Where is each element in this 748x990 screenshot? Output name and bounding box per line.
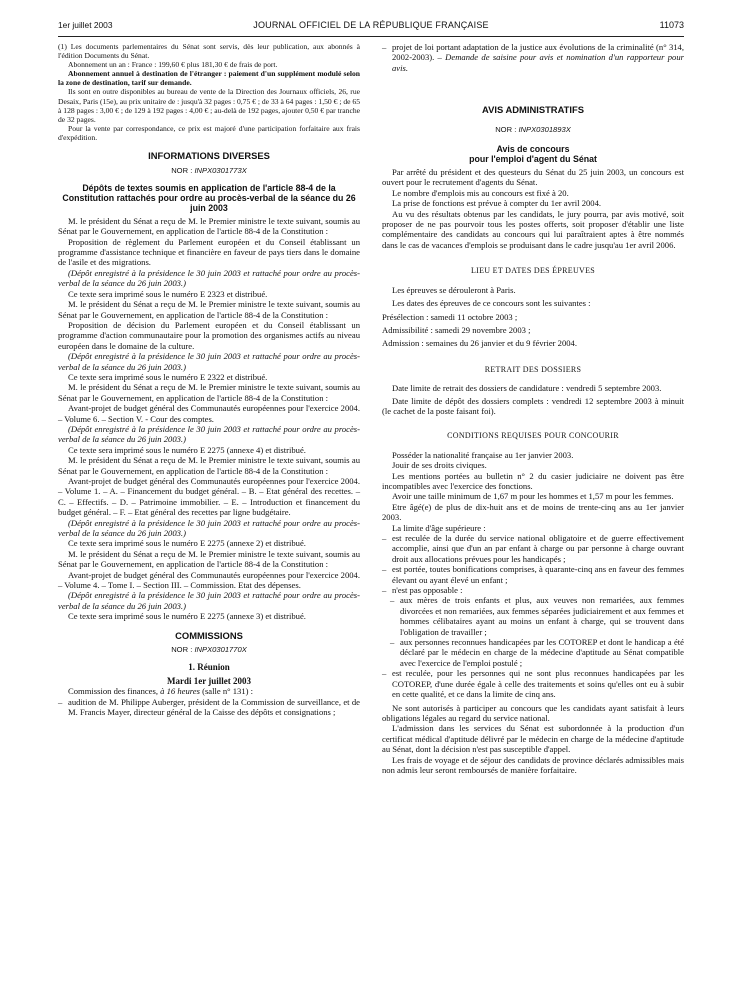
subscription-notes xyxy=(58,42,360,142)
nor-reference: NOR : INPX0301773X xyxy=(171,166,247,176)
final-para: Les frais de voyage et de séjour des candidats de province déclarés admissibles mais non admis leur seront remboursés de manière forfaitaire. xyxy=(382,754,684,775)
agenda-continued xyxy=(382,42,684,73)
commission-finances: Commission des finances, à 16 heures (salle n° 131) : xyxy=(68,686,254,697)
lieu-line: Admissibilité : samedi 29 novembre 2003 ; xyxy=(382,324,531,335)
lieu-line: Admission : semaines du 26 janvier et du 9 février 2004. xyxy=(382,338,577,349)
final-para: Ne sont autorisés à participer au concours que les candidats ayant satisfait à leurs obligations légales au regard du service national. xyxy=(382,702,684,723)
retrait-line: Date limite de retrait des dossiers de candidature : vendredi 5 septembre 2003. xyxy=(392,383,662,394)
block-text: Avant-projet de budget général des Communautés européennes pour l'exercice 2004. – Volume 1. – A. – Financement du budget général. – B. – Etat général des recettes. – C. – Effectifs. – D. – Patrimoine immobilier. – E. – Introduction et financement du budget général. – F. – Etat général des recettes par ligne budgétaire. xyxy=(58,476,360,518)
lieu-line: Les épreuves se dérouleront à Paris. xyxy=(392,284,516,295)
block-text: Avant-projet de budget général des Communautés européennes pour l'exercice 2004. – Volume 4. – Tome I. – Section III. – Commission. Etat des dépenses. xyxy=(58,569,360,591)
condition-line: Jouir de ses droits civiques. xyxy=(392,460,487,471)
block-text: Proposition de décision du Parlement européen et du Conseil établissant un programme d'action communautaire pour la promotion des organismes actifs au niveau européen dans le domaine de la culture. xyxy=(58,319,360,351)
block-intro: M. le président du Sénat a reçu de M. le Premier ministre le texte suivant, soumis au Sénat par le Gouvernement, en application de l'article 88-4 de la Constitution : xyxy=(58,299,360,320)
condition-line: La limite d'âge supérieure : xyxy=(392,522,486,533)
block-print: Ce texte sera imprimé sous le numéro E 2323 et distribué. xyxy=(68,288,268,299)
right-column xyxy=(382,42,684,775)
concours-subtitle: pour l'emploi d'agent du Sénat xyxy=(469,154,597,165)
block-print: Ce texte sera imprimé sous le numéro E 2322 et distribué. xyxy=(68,371,268,382)
note-2: Abonnement un an : France : 199,60 € plus 181,30 € de frais de port. xyxy=(68,60,278,70)
block-intro: M. le président du Sénat a reçu de M. le Premier ministre le texte suivant, soumis au Sénat par le Gouvernement, en application de l'article 88-4 de la Constitution : xyxy=(58,455,360,476)
age-item: – est portée, toutes bonifications comprises, à quarante-cinq ans en faveur des femmes élevant ou ayant élevé un enfant ; xyxy=(382,564,684,585)
issue-date: 1er juillet 2003 xyxy=(58,20,113,30)
section-title-informations: INFORMATIONS DIVERSES xyxy=(148,150,270,162)
age-sub-item: – aux mères de trois enfants et plus, aux veuves non remariées, aux femmes divorcées et non remariées, aux femmes séparées judiciairement et aux femmes et hommes célibataires ayant au moins un enfant à charge, qui se trouvent dans l'obligation de travailler ; xyxy=(382,595,684,637)
commission-agenda xyxy=(58,697,360,718)
concours-para: Le nombre d'emplois mis au concours est fixé à 20. xyxy=(392,187,569,198)
final-para: L'admission dans les services du Sénat est subordonnée à la production d'un certificat médical d'aptitude délivré par le médecin en charge de la médecine d'aptitude au Sénat, dont la décision n'est pas susceptible d'appel. xyxy=(382,723,684,755)
block-text: Proposition de règlement du Parlement européen et du Conseil établissant un programme d'assistance technique et financière en faveur de pays tiers dans le domaine de l'asile et des migrations. xyxy=(58,236,360,268)
block-print: Ce texte sera imprimé sous le numéro E 2275 (annexe 4) et distribué. xyxy=(68,444,306,455)
concours-para: Par arrêté du président et des questeurs du Sénat du 25 juin 2003, un concours est ouvert pour le recrutement d'agents du Sénat. xyxy=(382,167,684,188)
note-4: Ils sont en outre disponibles au bureau de vente de la Direction des Journaux officiels, 26, rue Desaix, Paris (15e), au prix unitaire de : jusqu'à 32 pages : 0,75 € ; de 33 à 64 pages : 1,50 € ; de 65 à 128 pages : 3,00 € ; de 129 à 192 pages : 4,00 € ; au-delà de 192 pages, ajouter 0,50 € par tranche de 32 pages. xyxy=(58,87,360,124)
age-limit-list xyxy=(382,533,684,595)
block-depot: (Dépôt enregistré à la présidence le 30 juin 2003 et rattaché pour ordre au procès-verbal de la séance du 26 juin 2003.) xyxy=(58,590,360,611)
note-3: Abonnement annuel à destination de l'étranger : paiement d'un supplément modulé selon la zone de destination, tarif sur demande. xyxy=(58,69,360,88)
section-title-commissions: COMMISSIONS xyxy=(175,629,243,641)
concours-para: Au vu des résultats obtenus par les candidats, le jury pourra, par avis motivé, soit proposer de ne pas pourvoir tous les postes offerts, soit proposer d'établir une liste complémentaire des candidats au concours qui lui paraîtraient aptes à être nommés dans le cas de vacances d'emplois se produisant dans le cadre jusqu'au 1er avril 2006. xyxy=(382,208,684,250)
concours-title: Avis de concours xyxy=(496,144,570,155)
lieu-title: LIEU ET DATES DES ÉPREUVES xyxy=(470,266,596,276)
block-depot: (Dépôt enregistré à la présidence le 30 juin 2003 et rattaché pour ordre au procès-verbal de la séance du 26 juin 2003.) xyxy=(58,517,360,539)
age-sub-list xyxy=(382,595,684,668)
nor-avis: NOR : INPX0301893X xyxy=(495,124,571,134)
section-title-avis: AVIS ADMINISTRATIFS xyxy=(482,104,584,116)
condition-line: Avoir une taille minimum de 1,67 m pour les hommes et 1,57 m pour les femmes. xyxy=(392,491,674,502)
agenda-item: – projet de loi portant adaptation de la justice aux évolutions de la criminalité (n° 314, 2002-2003). – Demande de saisine pour avis et nomination d'un rapporteur pour avis. xyxy=(382,42,684,73)
condition-line: Etre âgé(e) de plus de dix-huit ans et de moins de trente-cinq ans au 1er janvier 2003. xyxy=(382,501,684,523)
block-intro: M. le président du Sénat a reçu de M. le Premier ministre le texte suivant, soumis au Sénat par le Gouvernement, en application de l'article 88-4 de la Constitution : xyxy=(58,215,360,237)
block-depot: (Dépôt enregistré à la présidence le 30 juin 2003 et rattaché pour ordre au procès-verbal de la séance du 26 juin 2003.) xyxy=(58,351,360,372)
lieu-line: Présélection : samedi 11 octobre 2003 ; xyxy=(382,311,518,322)
page-number: 11073 xyxy=(659,20,684,30)
condition-line: Les mentions portées au bulletin n° 2 du casier judiciaire ne doivent pas être incompatibles avec l'exercice des fonctions. xyxy=(382,470,684,491)
retrait-title: RETRAIT DES DOSSIERS xyxy=(484,364,582,374)
block-print: Ce texte sera imprimé sous le numéro E 2275 (annexe 3) et distribué. xyxy=(68,611,306,622)
note-1: (1) Les documents parlementaires du Sénat sont servis, dès leur publication, aux abonnés à l'édition Documents du Sénat. xyxy=(58,42,360,61)
age-item: – n'est pas opposable : xyxy=(382,585,684,595)
block-depot: (Dépôt enregistré à la présidence le 30 juin 2003 et rattaché pour ordre au procès-verbal de la séance du 26 juin 2003.) xyxy=(58,267,360,289)
age-item: – est reculée de la durée du service national obligatoire et de guerre effectivement accomplie, ainsi que d'un an par enfant à charge ou par personne à charge ouvrant droit aux allocations prévues pour les handicapés ; xyxy=(382,533,684,564)
retrait-line: Date limite de dépôt des dossiers complets : vendredi 12 septembre 2003 à minuit (le cachet de la poste faisant foi). xyxy=(382,395,684,416)
block-print: Ce texte sera imprimé sous le numéro E 2275 (annexe 2) et distribué. xyxy=(68,538,306,549)
condition-line: Posséder la nationalité française au 1er janvier 2003. xyxy=(392,449,574,460)
age-item: – est reculée, pour les personnes qui ne sont plus reconnues handicapées par les COTOREP, d'une durée égale à celle des traitements et soins qu'elles ont eu à subir en cette qualité, et ce dans la limite de cinq ans. xyxy=(382,668,684,699)
depots-title: Dépôts de textes soumis en application de l'article 88-4 de la Constitution rattachés pour ordre au procès-verbal de la séance du 26 juin 2003 xyxy=(62,182,356,213)
nor-commissions: NOR : INPX0301770X xyxy=(171,645,247,655)
block-text: Avant-projet de budget général des Communautés européennes pour l'exercice 2004. – Volume 6. – Section V. - Cour des comptes. xyxy=(58,403,360,424)
left-column xyxy=(58,42,360,718)
note-5: Pour la vente par correspondance, ce prix est majoré d'une participation forfaitaire aux frais d'expédition. xyxy=(58,123,360,142)
depot-blocks xyxy=(58,216,360,622)
concours-para: La prise de fonctions est prévue à compter du 1er avril 2004. xyxy=(392,198,602,209)
block-intro: M. le président du Sénat a reçu de M. le Premier ministre le texte suivant, soumis au Sénat par le Gouvernement, en application de l'article 88-4 de la Constitution : xyxy=(58,548,360,570)
block-depot: (Dépôt enregistré à la présidence le 30 juin 2003 et rattaché pour ordre au procès-verbal de la séance du 26 juin 2003.) xyxy=(58,423,360,445)
agenda-item: – audition de M. Philippe Auberger, président de la Commission de surveillance, et de M. Francis Mayer, directeur général de la Caisse des dépôts et consignations ; xyxy=(58,697,360,718)
conditions-title: CONDITIONS REQUISES POUR CONCOURIR xyxy=(447,431,619,441)
header-rule xyxy=(58,36,684,37)
lieu-line: Les dates des épreuves de ce concours sont les suivantes : xyxy=(392,298,591,309)
block-intro: M. le président du Sénat a reçu de M. le Premier ministre le texte suivant, soumis au Sénat par le Gouvernement, en application de l'article 88-4 de la Constitution : xyxy=(58,382,360,403)
reunion-heading: 1. Réunion xyxy=(188,661,230,672)
reunion-date: Mardi 1er juillet 2003 xyxy=(166,675,252,686)
page-header xyxy=(58,20,684,34)
age-sub-item: – aux personnes reconnues handicapées par les COTOREP et dont le handicap a été déclaré par le médecin en charge de la médecine d'aptitude au Sénat compatible avec l'exercice de l'emploi postulé ; xyxy=(382,637,684,668)
journal-title: JOURNAL OFFICIEL DE LA RÉPUBLIQUE FRANÇAISE xyxy=(253,20,489,30)
age-limit-list-end xyxy=(382,668,684,699)
